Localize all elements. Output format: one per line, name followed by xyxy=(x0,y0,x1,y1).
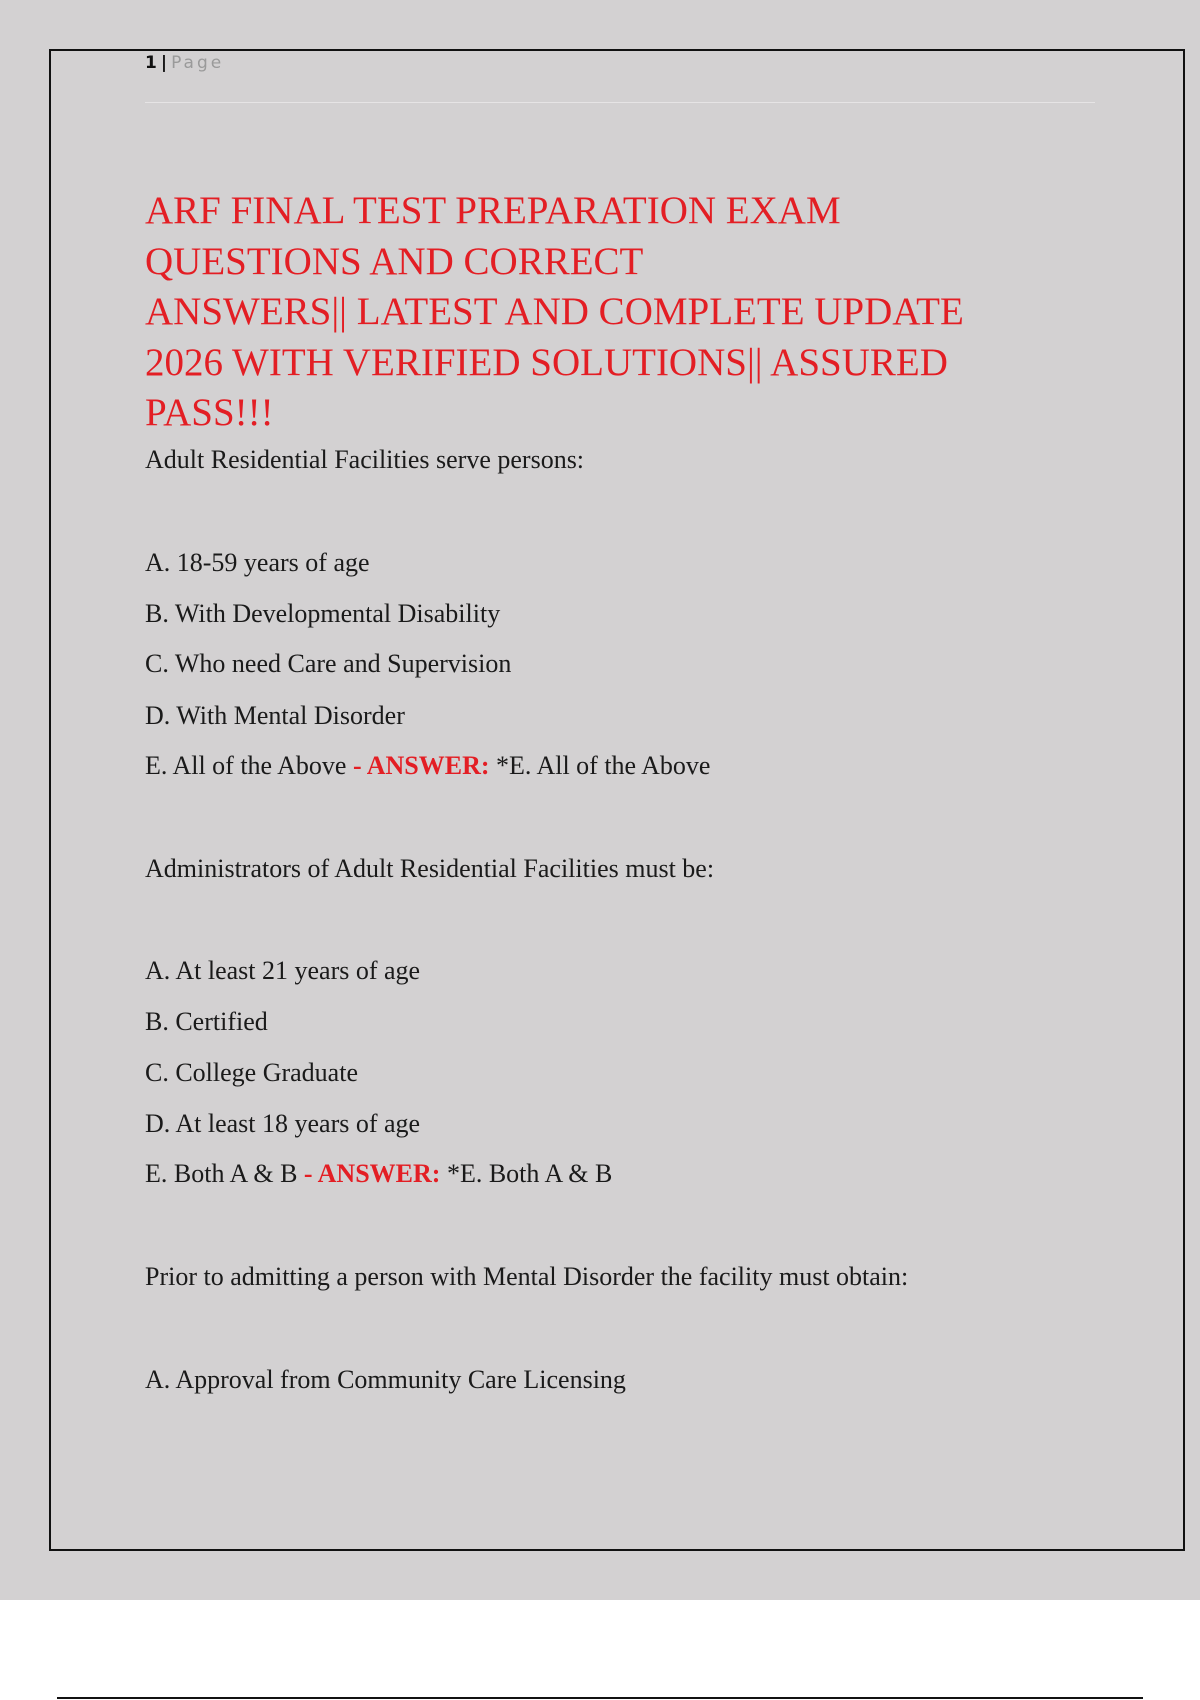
header-divider xyxy=(145,102,1095,103)
document-title: ARF FINAL TEST PREPARATION EXAM QUESTIONS AND CORRECT ANSWERS|| LATEST AND COMPLETE UPDATE 2026 WITH VERIFIED SOLUTIONS|| ASSURED PASS!!! xyxy=(145,189,964,434)
question-2-answer-text: *E. Both A & B xyxy=(440,1159,613,1188)
page-number: 1 xyxy=(145,53,157,73)
question-3-option-a: A. Approval from Community Care Licensing xyxy=(145,1365,626,1394)
footer-divider xyxy=(57,1697,1143,1699)
page-number-separator: | xyxy=(160,53,168,73)
question-2-prompt: Administrators of Adult Residential Facilities must be: xyxy=(145,854,715,883)
question-2-option-d: D. At least 18 years of age xyxy=(145,1109,421,1138)
question-2-option-a: A. At least 21 years of age xyxy=(145,956,421,985)
question-1-prompt: Adult Residential Facilities serve persons: xyxy=(145,445,585,474)
question-2-option-e-with-answer xyxy=(145,1158,612,1190)
question-2-answer-label: - ANSWER: xyxy=(297,1159,441,1188)
question-1-answer-label: - ANSWER: xyxy=(346,751,490,780)
page-number-header xyxy=(145,52,224,74)
question-1-answer-text: *E. All of the Above xyxy=(489,751,711,780)
question-1-option-b: B. With Developmental Disability xyxy=(145,599,501,628)
question-1-option-a: A. 18-59 years of age xyxy=(145,548,370,577)
question-1-option-e-with-answer xyxy=(145,750,710,782)
question-3-prompt: Prior to admitting a person with Mental Disorder the facility must obtain: xyxy=(145,1262,909,1291)
question-2-option-e: E. Both A & B xyxy=(145,1159,298,1188)
question-1-option-e: E. All of the Above xyxy=(145,751,347,780)
page-label: Page xyxy=(171,53,225,73)
question-2-option-c: C. College Graduate xyxy=(145,1058,358,1087)
question-1-option-c: C. Who need Care and Supervision xyxy=(145,649,512,678)
question-2-option-b: B. Certified xyxy=(145,1007,268,1036)
question-1-option-d: D. With Mental Disorder xyxy=(145,701,405,730)
